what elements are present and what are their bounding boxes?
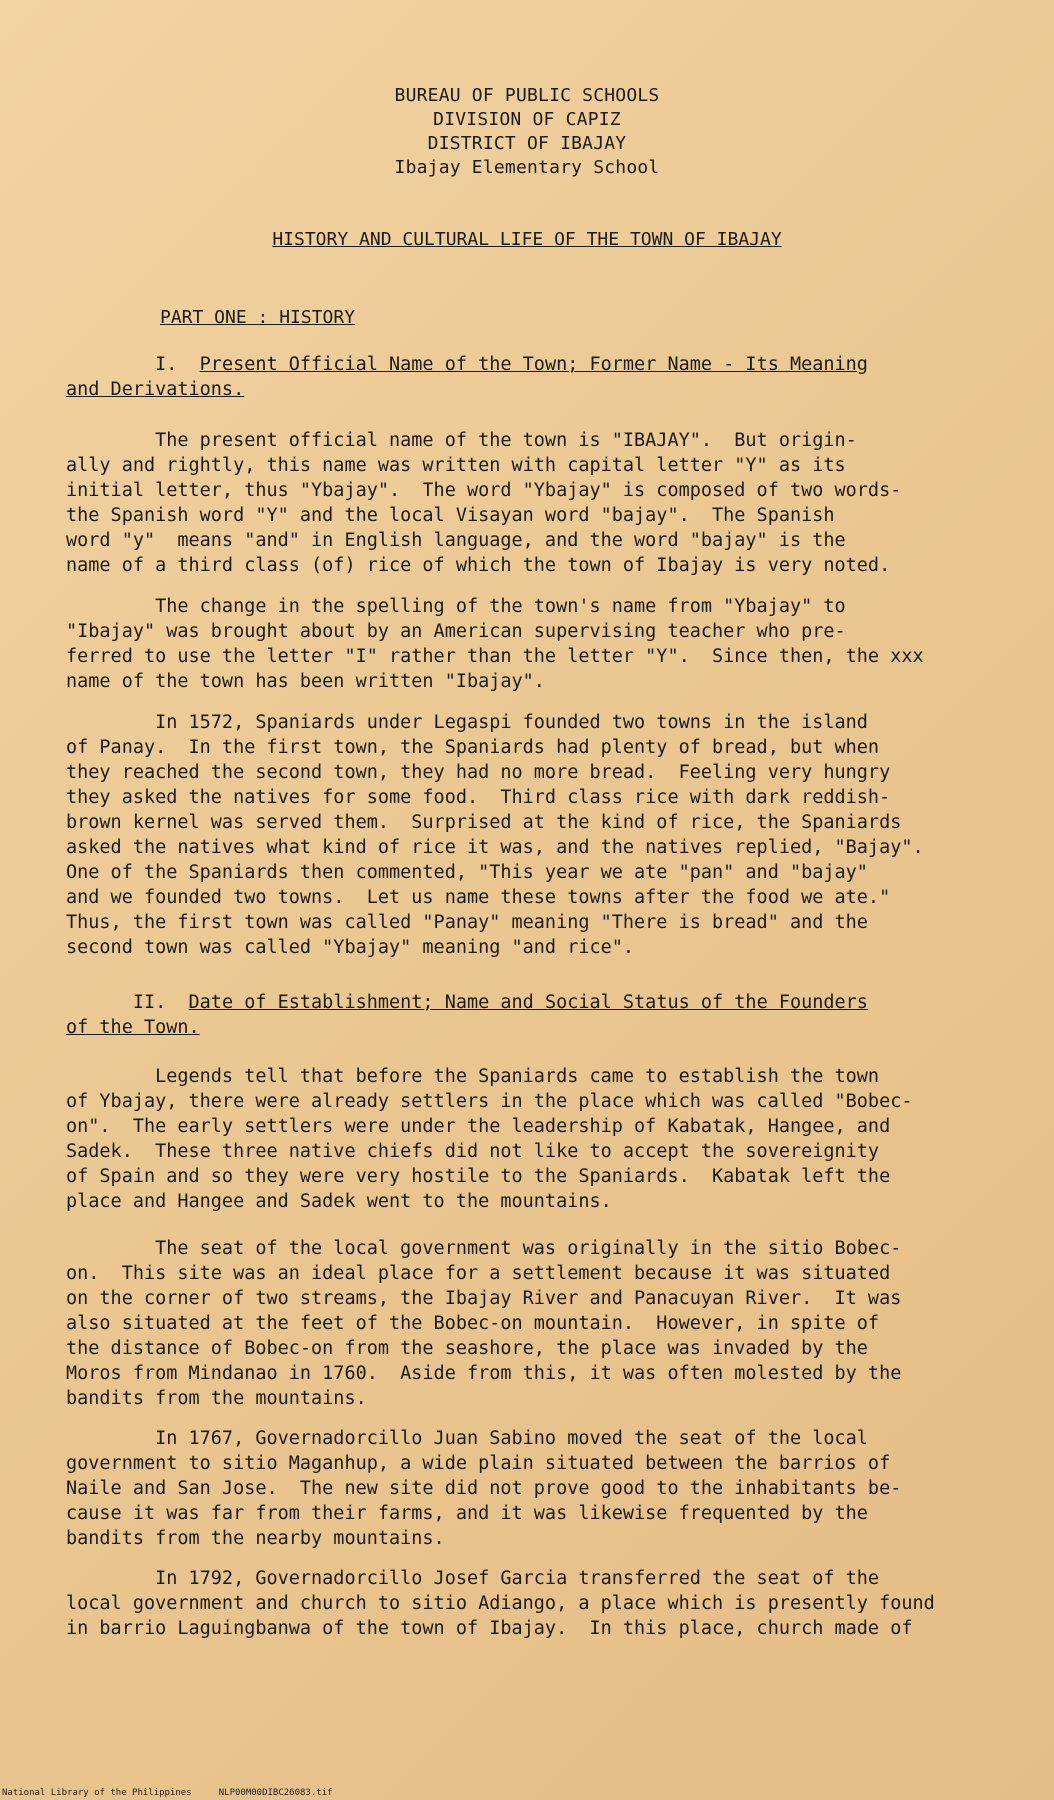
header-bureau: BUREAU OF PUBLIC SCHOOLS [394, 85, 660, 106]
paragraph-line: bandits from the nearby mountains. [66, 1528, 445, 1549]
section-2-heading-cont: of the Town. [66, 1017, 200, 1038]
paragraph-line: they reached the second town, they had no more bread. Feeling very hungry [66, 762, 891, 783]
paragraph-line: name of a third class (of) rice of which the town of Ibajay is very noted. [66, 555, 891, 576]
paragraph-line: also situated at the feet of the Bobec-on mountain. However, in spite of [66, 1313, 880, 1334]
paragraph-line: in barrio Laguingbanwa of the town of Ibajay. In this place, church made of [66, 1618, 913, 1639]
paragraph-line: cause it was far from their farms, and it was likewise frequented by the [66, 1503, 868, 1524]
section-1-heading-cont: and Derivations. [66, 379, 245, 400]
paragraph-line: of Panay. In the first town, the Spaniards had plenty of bread, but when [66, 737, 880, 758]
paragraph-line: government to sitio Maganhup, a wide plain situated between the barrios of [66, 1453, 891, 1474]
paragraph-line: word "y" means "and" in English language, and the word "bajay" is the [66, 530, 846, 551]
paragraph-line: on the corner of two streams, the Ibajay River and Panacuyan River. It was [66, 1288, 902, 1309]
paragraph-4 [66, 1064, 1026, 1214]
paragraph-line: Legends tell that before the Spaniards came to establish the town [66, 1066, 880, 1087]
paragraph-line: the Spanish word "Y" and the local Visayan word "bajay". The Spanish [66, 505, 835, 526]
paragraph-line: In 1572, Spaniards under Legaspi founded two towns in the island [66, 712, 868, 733]
paragraph-6 [66, 1426, 1026, 1551]
paragraph-line: ally and rightly, this name was written with capital letter "Y" as its [66, 455, 846, 476]
paragraph-line: brown kernel was served them. Surprised at the kind of rice, the Spaniards [66, 812, 902, 833]
paragraph-line: initial letter, thus "Ybajay". The word "Ybajay" is composed of two words- [66, 480, 902, 501]
header-division: DIVISION OF CAPIZ [433, 109, 621, 130]
paragraph-line: of Ybajay, there were already settlers in the place which was called "Bobec- [66, 1091, 913, 1112]
header-school: Ibajay Elementary School [394, 157, 660, 178]
paragraph-line: Moros from Mindanao in 1760. Aside from this, it was often molested by the [66, 1363, 902, 1384]
paragraph-line: The change in the spelling of the town's name from "Ybajay" to [66, 596, 846, 617]
paragraph-line: Naile and San Jose. The new site did not prove good to the inhabitants be- [66, 1478, 902, 1499]
paragraph-line: Sadek. These three native chiefs did not like to accept the sovereignity [66, 1141, 880, 1162]
paragraph-line: name of the town has been written "Ibajay". [66, 671, 545, 692]
paragraph-line: of Spain and so they were very hostile to the Spaniards. Kabatak left the [66, 1166, 891, 1187]
section-1-heading-text: Present Official Name of the Town; Former Name - Its Meaning [199, 354, 868, 375]
paragraph-line: place and Hangee and Sadek went to the mountains. [66, 1191, 612, 1212]
paragraph-line: In 1792, Governadorcillo Josef Garcia transferred the seat of the [66, 1568, 880, 1589]
section-1-heading [66, 352, 1026, 402]
archive-footer: National Library of the Philippines NLP00M00DIBC26083.tif [2, 1788, 333, 1798]
paragraph-5 [66, 1236, 1026, 1411]
section-2-num-text: II. [66, 992, 189, 1013]
section-1-number [66, 354, 155, 375]
paragraph-line: The seat of the local government was originally in the sitio Bobec- [66, 1238, 902, 1259]
paragraph-line: second town was called "Ybajay" meaning "and rice". [66, 937, 635, 958]
paragraph-7 [66, 1566, 1026, 1641]
paragraph-line: In 1767, Governadorcillo Juan Sabino moved the seat of the local [66, 1428, 868, 1449]
paragraph-2 [66, 594, 1026, 694]
paragraph-line: on. This site was an ideal place for a settlement because it was situated [66, 1263, 891, 1284]
section-1-num-text: I. [155, 354, 200, 375]
paragraph-line: and we founded two towns. Let us name these towns after the food we ate." [66, 887, 891, 908]
paragraph-line: they asked the natives for some food. Third class rice with dark reddish- [66, 787, 891, 808]
paragraph-line: Thus, the first town was called "Panay" meaning "There is bread" and the [66, 912, 868, 933]
paragraph-line: The present official name of the town is "IBAJAY". But origin- [66, 430, 857, 451]
section-2-heading [66, 990, 1026, 1040]
paragraph-line: local government and church to sitio Adiango, a place which is presently found [66, 1593, 935, 1614]
paragraph-line: asked the natives what kind of rice it was, and the natives replied, "Bajay". [66, 837, 924, 858]
paragraph-3 [66, 710, 1026, 960]
section-1-heading-line [66, 352, 1026, 377]
section-2-heading-line [66, 990, 1026, 1015]
document-title: HISTORY AND CULTURAL LIFE OF THE TOWN OF IBAJAY [272, 229, 782, 250]
paragraph-line: bandits from the mountains. [66, 1388, 367, 1409]
paragraph-line: One of the Spaniards then commented, "This year we ate "pan" and "bajay" [66, 862, 868, 883]
paragraph-line: ferred to use the letter "I" rather than the letter "Y". Since then, the xxx [66, 646, 924, 667]
paragraph-line: on". The early settlers were under the leadership of Kabatak, Hangee, and [66, 1116, 891, 1137]
paragraph-line: the distance of Bobec-on from the seashore, the place was invaded by the [66, 1338, 868, 1359]
letterhead [0, 84, 1054, 180]
section-2-heading-text: Date of Establishment; Name and Social Status of the Founders [188, 992, 868, 1013]
header-district: DISTRICT OF IBAJAY [427, 133, 627, 154]
paragraph-1 [66, 428, 1026, 578]
part-one-heading: PART ONE : HISTORY [160, 307, 356, 328]
paragraph-line: "Ibajay" was brought about by an American supervising teacher who pre- [66, 621, 846, 642]
